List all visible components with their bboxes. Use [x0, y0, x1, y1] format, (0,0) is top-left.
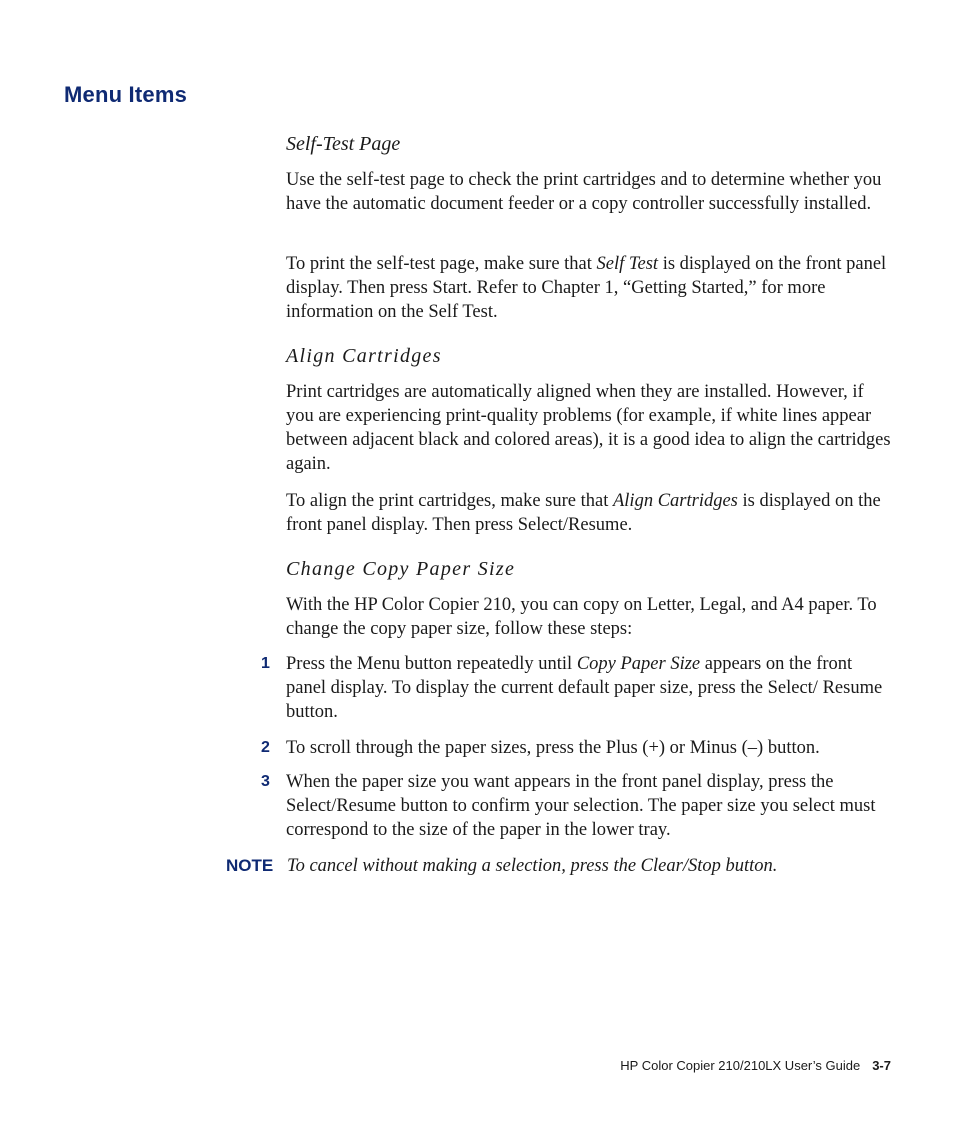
emphasis-copy-paper-size: Copy Paper Size: [576, 654, 701, 674]
emphasis-self-test: Self Test: [596, 254, 659, 274]
page-heading: Menu Items: [64, 82, 188, 107]
section-title-self-test: Self-Test Page: [286, 133, 401, 155]
section-title-align-cartridges: Align Cartridges: [286, 345, 442, 367]
page-number: 3-7: [872, 1058, 891, 1073]
text-run: appears on the front panel display. To display the current default paper size, press the Select/ Resume button.: [286, 654, 883, 722]
text-run: To print the self-test page, make sure that: [286, 254, 597, 274]
align-paragraph-1: Print cartridges are automatically aligned when they are installed. However, if you are experiencing print-quality problems (for example, if white lines appear between adjacent black and colored areas), it is a good idea to align the cartridges again.: [286, 382, 891, 474]
text-run: is displayed on the front panel display. Then press Start. Refer to Chapter 1, “Getting Started,” for more information on the Self Test.: [286, 254, 887, 322]
text-run: To align the print cartridges, make sure that: [286, 491, 613, 511]
paper-size-paragraph-1: With the HP Color Copier 210, you can copy on Letter, Legal, and A4 paper. To change the copy paper size, follow these steps:: [286, 595, 877, 639]
step-3-text: When the paper size you want appears in the front panel display, press the Select/Resume button to confirm your selection. The paper size you select must correspond to the size of the paper in the lower tray.: [286, 772, 876, 840]
step-1-text: [286, 652, 896, 724]
text-run: Press the Menu button repeatedly until: [286, 654, 577, 674]
note-label: NOTE: [226, 856, 274, 875]
self-test-paragraph-2: [286, 252, 896, 324]
align-paragraph-2: [286, 489, 896, 537]
self-test-paragraph-1: Use the self-test page to check the print cartridges and to determine whether you have the automatic document feeder or a copy controller successfully installed.: [286, 170, 882, 214]
text-run: is displayed on the front panel display. Then press Select/Resume.: [286, 491, 881, 535]
step-number: 2: [261, 739, 270, 756]
note-text: To cancel without making a selection, press the Clear/Stop button.: [287, 856, 778, 876]
footer-guide-title: HP Color Copier 210/210LX User’s Guide: [620, 1058, 861, 1073]
step-number: 3: [261, 773, 270, 790]
step-2-text: To scroll through the paper sizes, press the Plus (+) or Minus (–) button.: [286, 738, 820, 758]
step-number: 1: [261, 655, 270, 672]
section-title-change-copy-paper-size: Change Copy Paper Size: [286, 558, 516, 580]
emphasis-align-cartridges: Align Cartridges: [612, 491, 738, 511]
page-footer: [620, 1058, 891, 1073]
